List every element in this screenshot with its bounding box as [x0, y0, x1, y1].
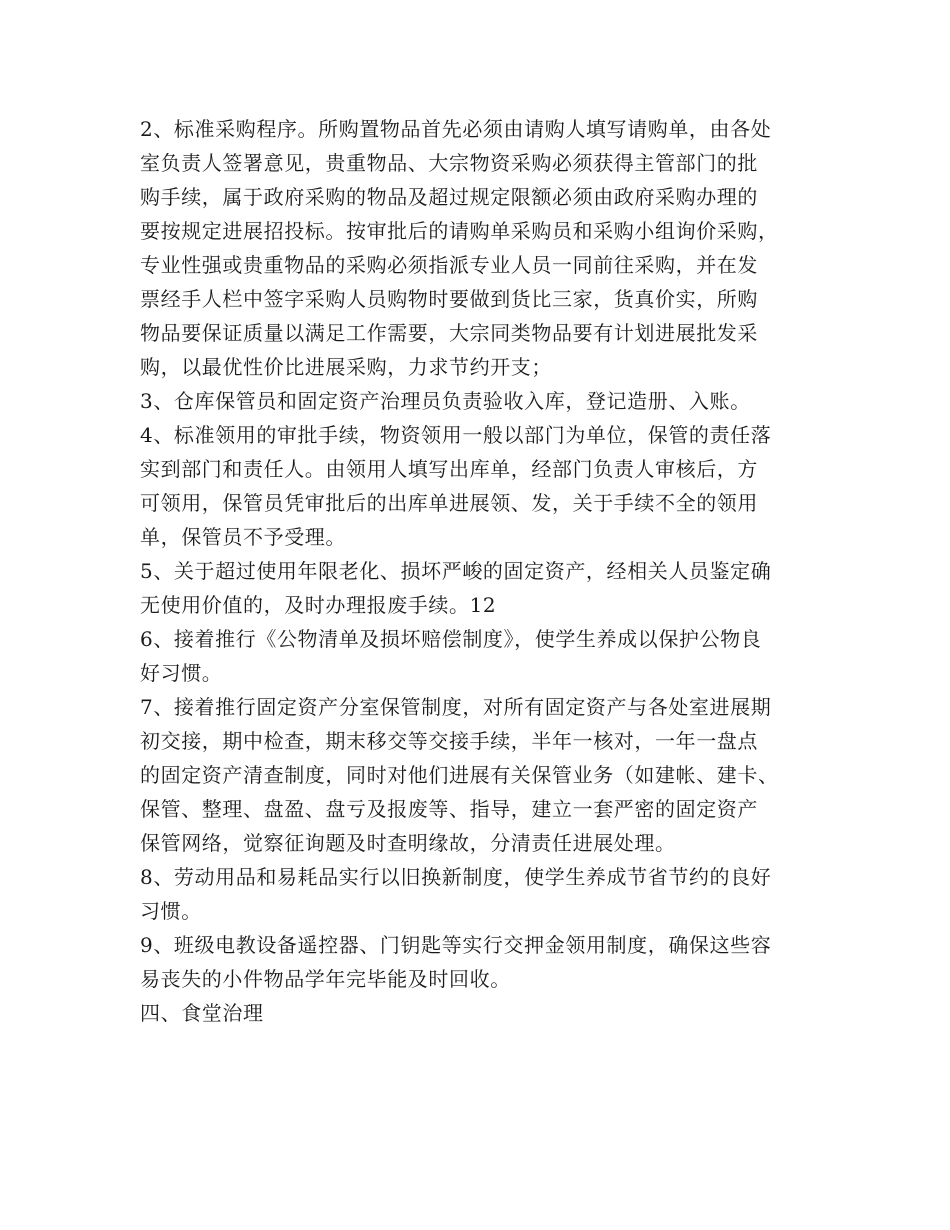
text-line: 单，保管员不予受理。: [140, 525, 346, 549]
text-line: 易丧失的小件物品学年完毕能及时回收。: [140, 967, 511, 991]
text-line: 习惯。: [140, 899, 202, 923]
text-line: 4、标准领用的审批手续，物资领用一般以部门为单位，保管的责任落: [140, 423, 772, 447]
text-line: 票经手人栏中签字采购人员购物时要做到货比三家，货真价实，所购: [140, 287, 758, 311]
text-line: 初交接，期中检查，期末移交等交接手续，半年一核对，一年一盘点: [140, 729, 758, 753]
text-line: 室负责人签署意见，贵重物品、大宗物资采购必须获得主管部门的批: [140, 151, 758, 175]
text-line: 2、标准采购程序。所购置物品首先必须由请购人填写请购单，由各处: [140, 117, 772, 141]
text-line: 6、接着推行《公物清单及损坏赔偿制度》，使学生养成以保护公物良: [140, 627, 762, 651]
text-line: 3、仓库保管员和固定资产治理员负责验收入库，登记造册、入账。: [140, 389, 751, 413]
text-line: 的固定资产清查制度，同时对他们进展有关保管业务（如建帐、建卡、: [140, 763, 779, 787]
section-heading: 四、食堂治理: [140, 1001, 264, 1025]
text-line: 8、劳动用品和易耗品实行以旧换新制度，使学生养成节省节约的良好: [140, 865, 772, 889]
document-body: [140, 112, 830, 1030]
text-line: 保管、整理、盘盈、盘亏及报废等、指导，建立一套严密的固定资产: [140, 797, 758, 821]
text-line: 专业性强或贵重物品的采购必须指派专业人员一同前往采购，并在发: [140, 253, 758, 277]
text-line: 购，以最优性价比进展采购，力求节约开支；: [140, 355, 552, 379]
text-line: 要按规定进展招投标。按审批后的请购单采购员和采购小组询价采购，: [140, 219, 779, 243]
text-line: 实到部门和责任人。由领用人填写出库单，经部门负责人审核后，方: [140, 457, 758, 481]
text-line: 保管网络，觉察征询题及时查明缘故，分清责任进展处理。: [140, 831, 676, 855]
text-line: 物品要保证质量以满足工作需要，大宗同类物品要有计划进展批发采: [140, 321, 758, 345]
text-line: 可领用，保管员凭审批后的出库单进展领、发，关于手续不全的领用: [140, 491, 758, 515]
text-line: 5、关于超过使用年限老化、损坏严峻的固定资产，经相关人员鉴定确: [140, 559, 772, 583]
text-line: 7、接着推行固定资产分室保管制度，对所有固定资产与各处室进展期: [140, 695, 772, 719]
text-line: 购手续，属于政府采购的物品及超过规定限额必须由政府采购办理的: [140, 185, 758, 209]
text-line: 9、班级电教设备遥控器、门钥匙等实行交押金领用制度，确保这些容: [140, 933, 772, 957]
text-line: 好习惯。: [140, 661, 223, 685]
text-line: 无使用价值的，及时办理报废手续。12: [140, 593, 497, 617]
